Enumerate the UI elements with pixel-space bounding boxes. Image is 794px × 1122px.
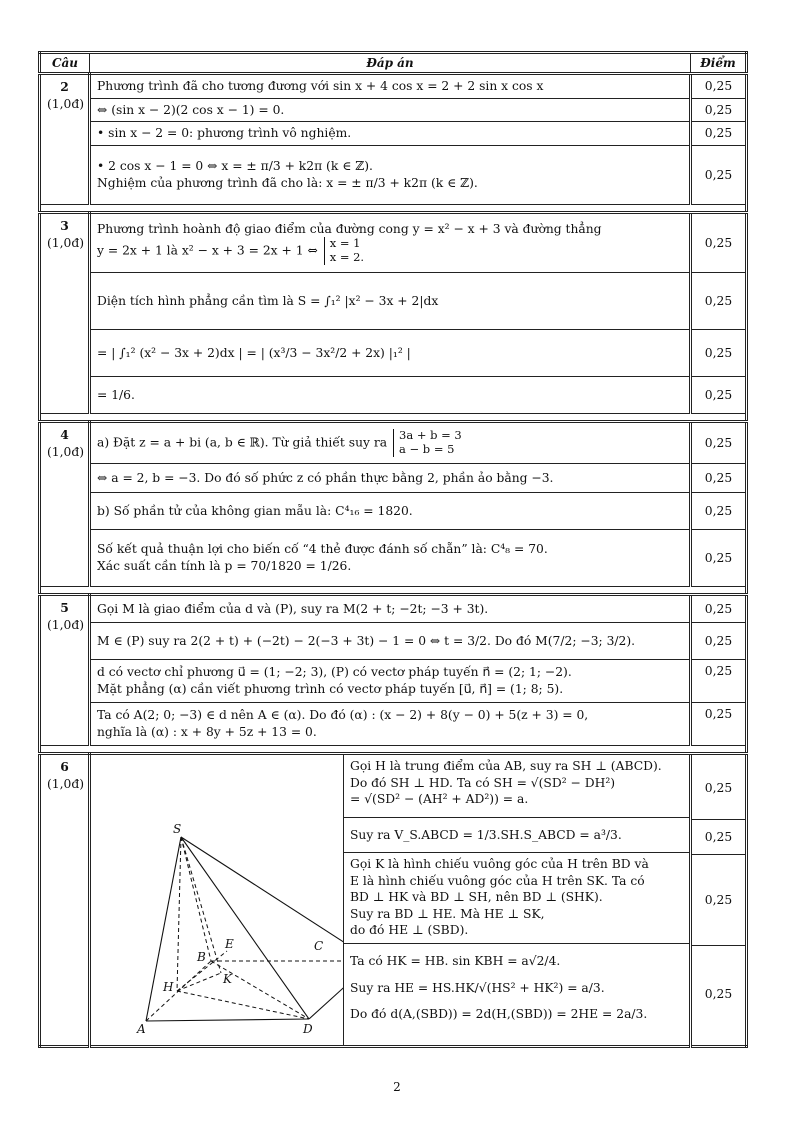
header-dap-an: Đáp án bbox=[90, 53, 691, 74]
answer-step: Gọi M là giao điểm của d và (P), suy ra M(2 + t; −2t; −3 + 3t). bbox=[90, 594, 691, 622]
question-points: (1,0đ) bbox=[47, 235, 85, 250]
question-number: 6 bbox=[60, 758, 69, 774]
label-K: K bbox=[223, 971, 232, 986]
question-points: (1,0đ) bbox=[47, 776, 85, 791]
answer-step: Gọi K là hình chiếu vuông góc của H trên BD và E là hình chiếu vuông góc của H trên SK. Ta có BD ⊥ HK và BD ⊥ SH, nên BD ⊥ (SHK). Suy ra BD ⊥ HE. Mà HE ⊥ SK, do đó HE ⊥ (SBD). bbox=[344, 853, 689, 944]
q6-steps bbox=[314, 755, 689, 1045]
separator bbox=[40, 745, 747, 753]
table-row bbox=[40, 622, 747, 659]
system-brace: 3a + b = 3 a − b = 5 bbox=[393, 429, 462, 457]
score: 0,25 bbox=[691, 98, 747, 122]
question-points: (1,0đ) bbox=[47, 617, 85, 632]
system-brace: x = 1 x = 2. bbox=[324, 237, 364, 265]
score: 0,25 bbox=[692, 820, 745, 855]
question-number: 5 bbox=[60, 599, 69, 615]
label-A: A bbox=[137, 1021, 146, 1036]
score: 0,25 bbox=[691, 702, 747, 745]
score: 0,25 bbox=[691, 594, 747, 622]
answer-step: = 1/6. bbox=[90, 376, 691, 413]
question-cell bbox=[40, 74, 90, 205]
table-row bbox=[40, 376, 747, 413]
table-row bbox=[40, 702, 747, 745]
table-row bbox=[40, 463, 747, 492]
score: 0,25 bbox=[692, 855, 745, 946]
label-S: S bbox=[173, 821, 182, 836]
score: 0,25 bbox=[691, 212, 747, 272]
question-cell bbox=[40, 753, 90, 1046]
q6-content bbox=[90, 753, 691, 1046]
score: 0,25 bbox=[691, 74, 747, 99]
answer-line: d có vectơ chỉ phương u⃗ = (1; −2; 3), (P) có vectơ pháp tuyến n⃗ = (2; 1; −2). bbox=[97, 665, 572, 680]
table-row bbox=[40, 74, 747, 99]
answer-step: Diện tích hình phẳng cần tìm là S = ∫₁² |x² − 3x + 2|dx bbox=[90, 272, 691, 329]
label-H: H bbox=[163, 979, 174, 994]
answer-step: ⇔ a = 2, b = −3. Do đó số phức z có phần thực bằng 2, phần ảo bằng −3. bbox=[90, 463, 691, 492]
answer-step: ⇔ (sin x − 2)(2 cos x − 1) = 0. bbox=[90, 98, 691, 122]
answer-step: a) Đặt z = a + bi (a, b ∈ ℝ). Từ giả thiết suy ra 3a + b = 3 a − b = 5 bbox=[90, 421, 691, 463]
question-number: 3 bbox=[60, 217, 69, 233]
score: 0,25 bbox=[691, 529, 747, 586]
score: 0,25 bbox=[691, 492, 747, 529]
table-row bbox=[40, 529, 747, 586]
table-row bbox=[40, 272, 747, 329]
answer-step bbox=[90, 659, 691, 702]
score: 0,25 bbox=[691, 622, 747, 659]
answer-step: M ∈ (P) suy ra 2(2 + t) + (−2t) − 2(−3 + 3t) − 1 = 0 ⇔ t = 3/2. Do đó M(7/2; −3; 3/2). bbox=[90, 622, 691, 659]
table-row bbox=[40, 98, 747, 122]
question-points: (1,0đ) bbox=[47, 96, 85, 111]
question-cell bbox=[40, 212, 90, 413]
table-row bbox=[40, 212, 747, 272]
score: 0,25 bbox=[691, 463, 747, 492]
table-row bbox=[40, 492, 747, 529]
table-row bbox=[40, 421, 747, 463]
score: 0,25 bbox=[691, 421, 747, 463]
answer-line: Ta có A(2; 0; −3) ∈ d nên A ∈ (α). Do đó (α) : (x − 2) + 8(y − 0) + 5(z + 3) = 0, bbox=[97, 708, 589, 723]
score: 0,25 bbox=[691, 272, 747, 329]
answer-line: Nghiệm của phương trình đã cho là: x = ± π/3 + k2π (k ∈ ℤ). bbox=[97, 175, 478, 190]
table-row bbox=[40, 659, 747, 702]
answer-step bbox=[90, 212, 691, 272]
table-row bbox=[40, 329, 747, 376]
score: 0,25 bbox=[691, 659, 747, 702]
table-row bbox=[40, 122, 747, 146]
question-number: 2 bbox=[60, 79, 69, 95]
answer-line: • 2 cos x − 1 = 0 ⇔ x = ± π/3 + k2π (k ∈ ℤ). bbox=[97, 159, 373, 174]
page-number: 2 bbox=[393, 1080, 401, 1094]
score: 0,25 bbox=[691, 329, 747, 376]
separator bbox=[40, 204, 747, 212]
question-points: (1,0đ) bbox=[47, 444, 85, 459]
answer-step bbox=[90, 145, 691, 204]
answer-step: Suy ra V_S.ABCD = 1/3.SH.S_ABCD = a³/3. bbox=[344, 818, 689, 853]
table-row bbox=[40, 594, 747, 622]
answer-step bbox=[90, 529, 691, 586]
score: 0,25 bbox=[691, 376, 747, 413]
score: 0,25 bbox=[691, 145, 747, 204]
answer-table bbox=[38, 51, 748, 1048]
answer-step: b) Số phần tử của không gian mẫu là: C⁴₁₆ = 1820. bbox=[90, 492, 691, 529]
answer-step: = | ∫₁² (x² − 3x + 2)dx | = | (x³/3 − 3x²/2 + 2x) |₁² | bbox=[90, 329, 691, 376]
separator bbox=[40, 413, 747, 421]
answer-line: Số kết quả thuận lợi cho biến cố “4 thẻ được đánh số chẵn” là: C⁴₈ = 70. bbox=[97, 542, 548, 557]
separator bbox=[40, 586, 747, 594]
label-C: C bbox=[314, 938, 324, 953]
header-cau: Câu bbox=[40, 53, 90, 74]
table-header bbox=[40, 53, 747, 74]
answer-sheet bbox=[38, 51, 748, 1048]
answer-line: Mặt phẳng (α) cần viết phương trình có vectơ pháp tuyến [u⃗, n⃗] = (1; 8; 5). bbox=[97, 681, 564, 696]
answer-step bbox=[90, 702, 691, 745]
question-cell bbox=[40, 594, 90, 745]
label-E: E bbox=[225, 936, 234, 951]
label-D: D bbox=[303, 1021, 313, 1036]
answer-step: Gọi H là trung điểm của AB, suy ra SH ⊥ (ABCD). Do đó SH ⊥ HD. Ta có SH = √(SD² − DH²) = √(SD² − (AH² + AD²)) = a. bbox=[344, 755, 689, 818]
answer-line: y = 2x + 1 là x² − x + 3 = 2x + 1 ⇔ x = 1 x = 2. bbox=[97, 236, 365, 265]
header-diem: Điểm bbox=[691, 53, 747, 74]
answer-line: Xác suất cần tính là p = 70/1820 = 1/26. bbox=[97, 558, 352, 573]
table-row bbox=[40, 145, 747, 204]
score: 0,25 bbox=[691, 122, 747, 146]
label-C-svg bbox=[314, 938, 324, 960]
answer-step: Phương trình đã cho tương đương với sin x + 4 cos x = 2 + 2 sin x cos x bbox=[90, 74, 691, 99]
question-number: 4 bbox=[60, 426, 69, 442]
table-row bbox=[40, 753, 747, 1046]
pyramid-diagram bbox=[91, 755, 343, 1045]
question-cell bbox=[40, 421, 90, 586]
score: 0,25 bbox=[704, 987, 733, 1002]
pyramid-figure bbox=[91, 755, 344, 1045]
answer-line: Phương trình hoành độ giao điểm của đường cong y = x² − x + 3 và đường thẳng bbox=[97, 221, 602, 236]
q6-scores bbox=[691, 753, 747, 1046]
answer-step: Ta có HK = HB. sin KBH = a√2/4. Suy ra HE = HS.HK/√(HS² + HK²) = a/3. Do đó d(A,(SBD)) = 2d(H,(SBD)) = 2HE = 2a/3. bbox=[350, 953, 648, 1022]
score: 0,25 bbox=[692, 757, 745, 820]
answer-step: • sin x − 2 = 0: phương trình vô nghiệm. bbox=[90, 122, 691, 146]
answer-line: nghĩa là (α) : x + 8y + 5z + 13 = 0. bbox=[97, 724, 317, 739]
label-B: B bbox=[197, 949, 206, 964]
